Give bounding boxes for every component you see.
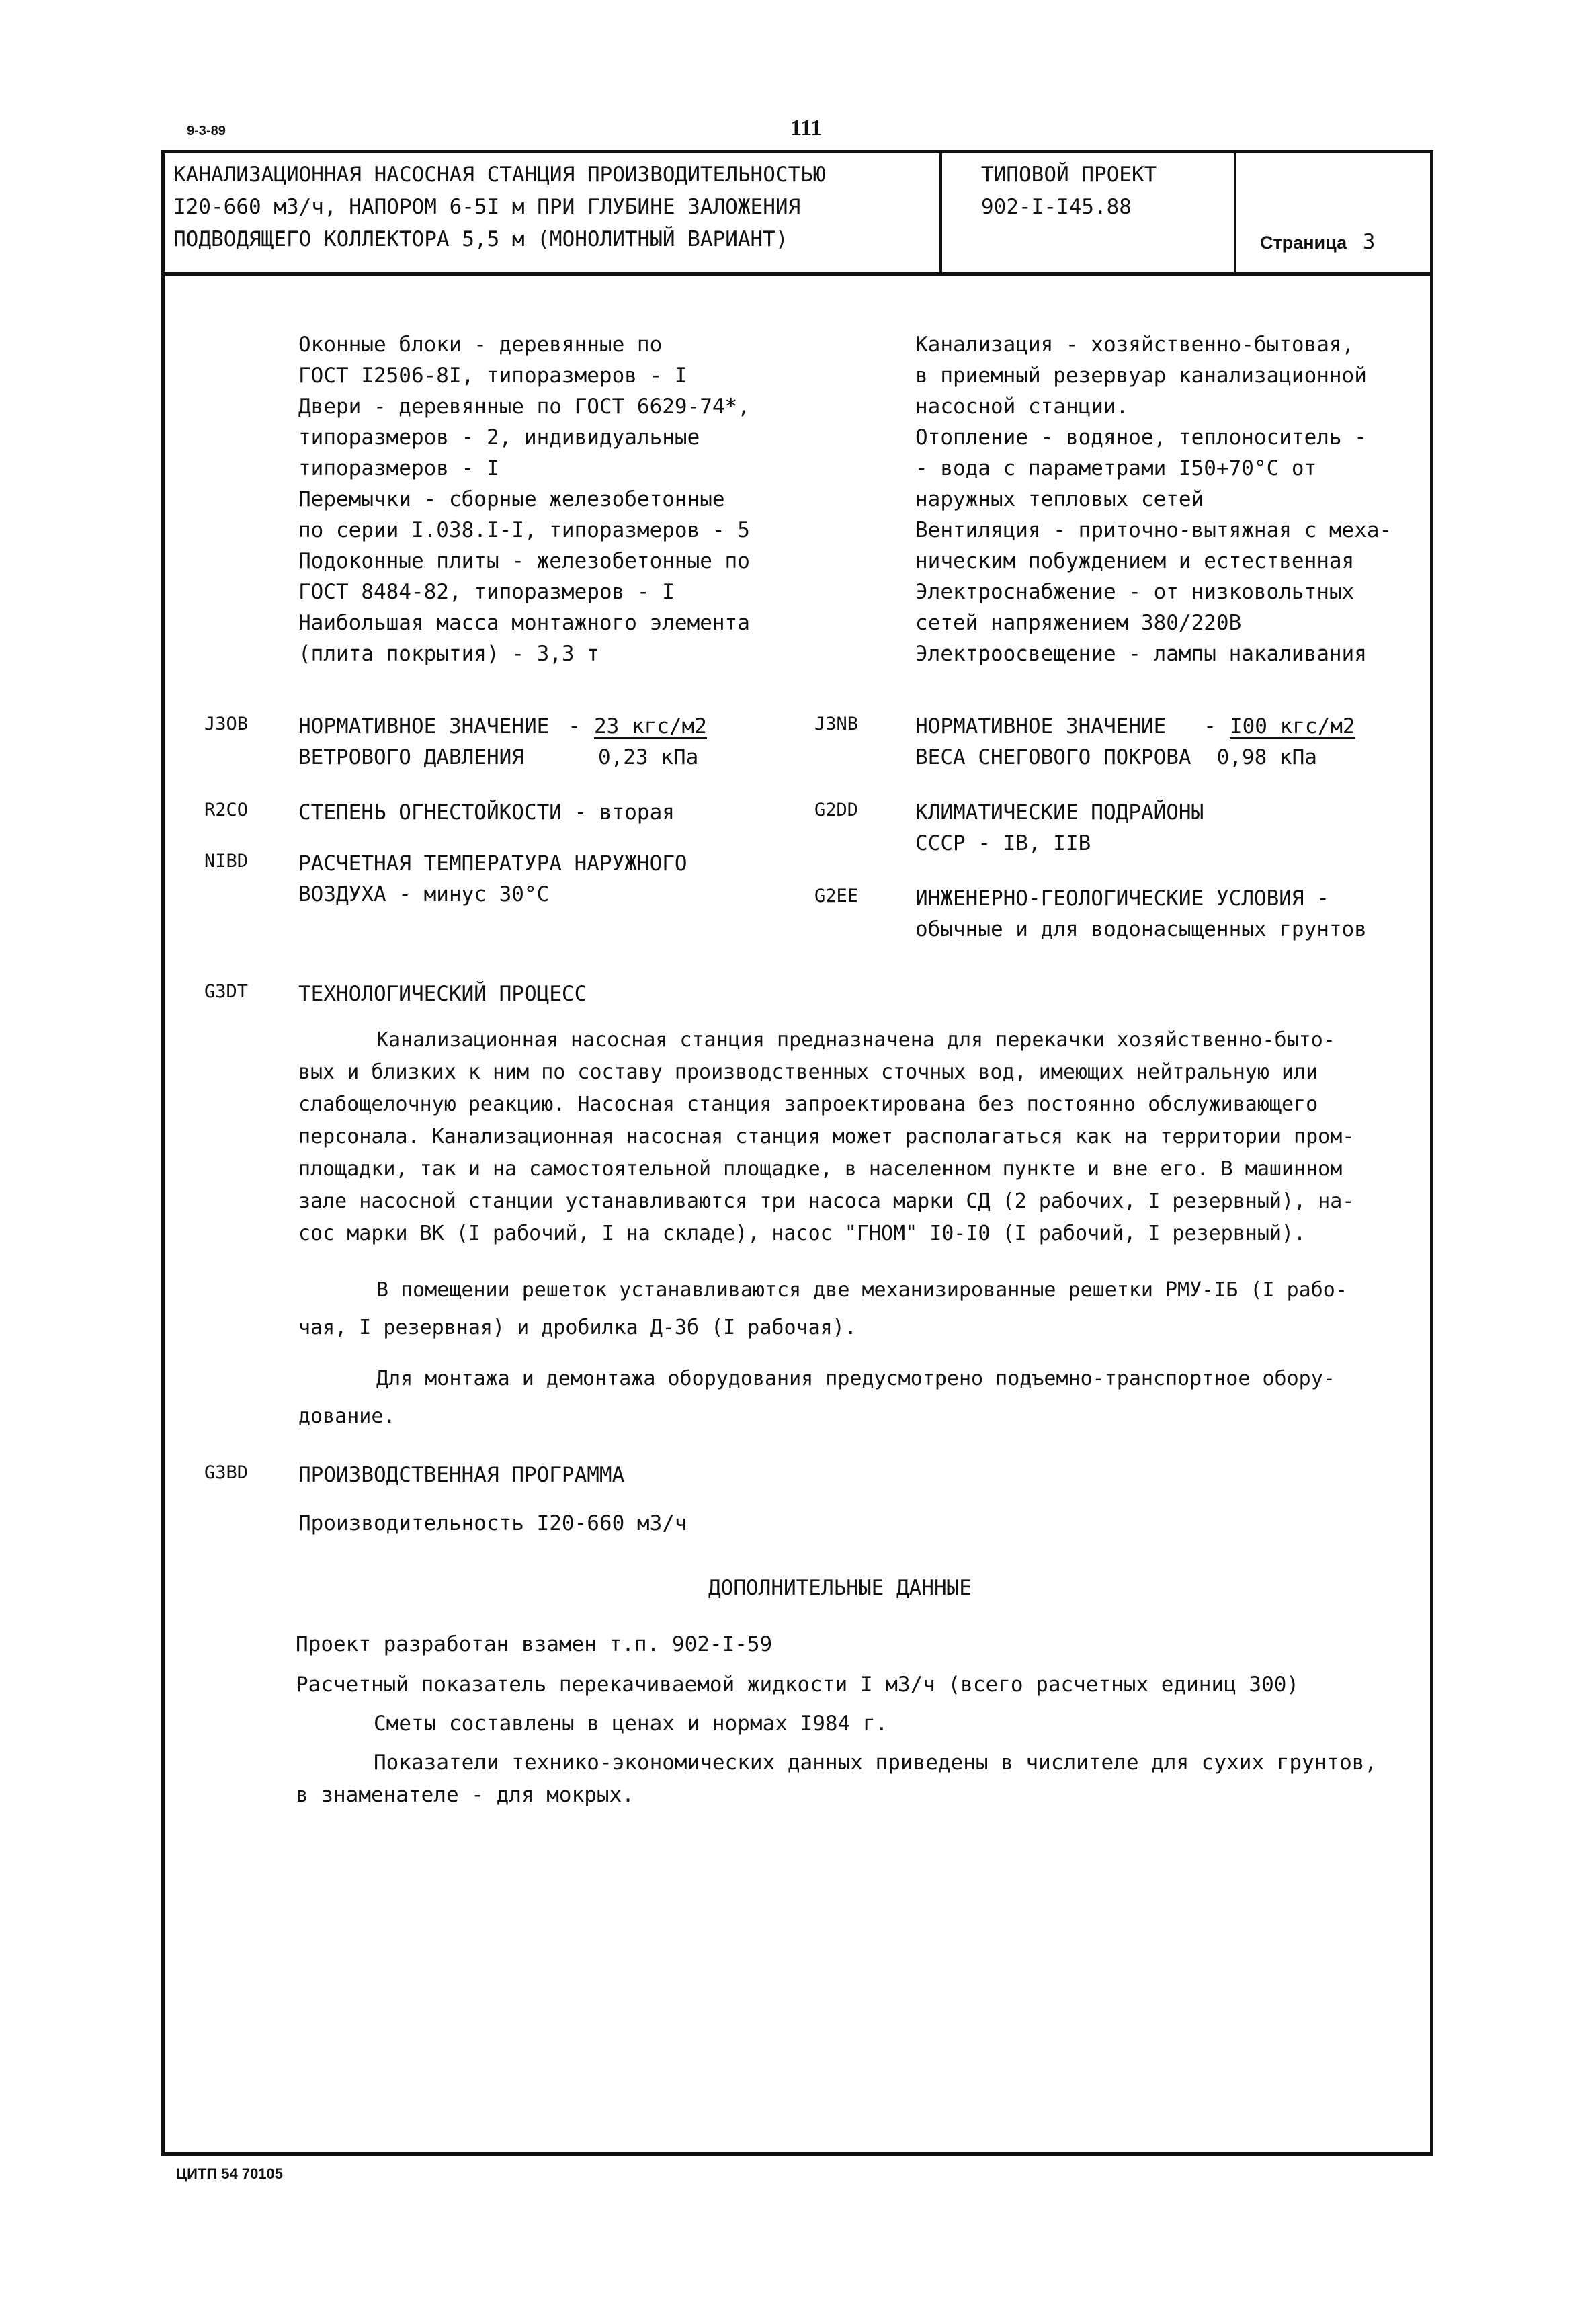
left-line: (плита покрытия) - 3,3 т bbox=[298, 642, 599, 666]
left-column-text bbox=[298, 329, 750, 669]
additional-heading: ДОПОЛНИТЕЛЬНЫЕ ДАННЫЕ bbox=[708, 1576, 972, 1600]
geology-line-1: ИНЖЕНЕРНО-ГЕОЛОГИЧЕСКИЕ УСЛОВИЯ - bbox=[915, 886, 1329, 911]
outdoor-temperature-param bbox=[298, 848, 687, 910]
left-line: Подоконные плиты - железобетонные по bbox=[298, 549, 750, 573]
right-line: ническим побуждением и естественная bbox=[915, 549, 1355, 573]
code-j3nb: J3NB bbox=[814, 714, 859, 735]
title-line-2: I20-660 м3/ч, НАПОРОМ 6-5I м ПРИ ГЛУБИНЕ ЗАЛОЖЕНИЯ bbox=[173, 195, 801, 219]
paragraph-line: вых и близких к ним по составу производственных сточных вод, имеющих нейтральную или bbox=[298, 1060, 1318, 1084]
paragraph-line: дование. bbox=[298, 1404, 396, 1428]
right-line: насосной станции. bbox=[915, 394, 1129, 419]
production-capacity: Производительность I20-660 м3/ч bbox=[298, 1511, 687, 1536]
title-block-bottom-rule bbox=[161, 272, 1433, 276]
project-id-block bbox=[981, 159, 1157, 223]
left-line: типоразмеров - 2, индивидуальные bbox=[298, 425, 700, 450]
paragraph-line: слабощелочную реакцию. Насосная станция запроектирована без постоянно обслуживающего bbox=[298, 1093, 1318, 1116]
left-line: Двери - деревянные по ГОСТ 6629-74*, bbox=[298, 394, 750, 419]
left-line: Оконные блоки - деревянные по bbox=[298, 333, 663, 357]
climate-line-2: СССР - IВ, IIВ bbox=[915, 831, 1091, 855]
title-line-1: КАНАЛИЗАЦИОННАЯ НАСОСНАЯ СТАНЦИЯ ПРОИЗВОДИТЕЛЬНОСТЬЮ bbox=[173, 163, 826, 187]
paragraph-line: площадки, так и на самостоятельной площадке, в населенном пункте и вне его. В машинном bbox=[298, 1157, 1343, 1181]
code-g3dt: G3DT bbox=[204, 981, 249, 1002]
top-page-number: 111 bbox=[790, 116, 823, 140]
tech-process-paragraph-3 bbox=[298, 1360, 1335, 1435]
page-label-text: Страница bbox=[1260, 233, 1347, 253]
additional-line-3: Сметы составлены в ценах и нормах I984 г. bbox=[374, 1712, 888, 1736]
top-left-code: 9-3-89 bbox=[187, 124, 226, 138]
right-line: Отопление - водяное, теплоноситель - bbox=[915, 425, 1367, 450]
wind-dash: - bbox=[568, 714, 581, 739]
right-line: в приемный резервуар канализационной bbox=[915, 364, 1367, 388]
left-line: ГОСТ I2506-8I, типоразмеров - I bbox=[298, 364, 687, 388]
left-line: типоразмеров - I bbox=[298, 456, 499, 480]
snow-value-kpa: 0,98 кПа bbox=[1216, 745, 1317, 769]
project-number: 902-I-I45.88 bbox=[981, 195, 1132, 219]
geology-conditions-param bbox=[915, 883, 1367, 945]
paragraph-line: Канализационная насосная станция предназначена для перекачки хозяйственно-быто- bbox=[376, 1028, 1335, 1052]
project-label: ТИПОВОЙ ПРОЕКТ bbox=[981, 163, 1157, 187]
right-line: сетей напряжением 380/220В bbox=[915, 611, 1242, 635]
page-value: 3 bbox=[1362, 230, 1376, 254]
paragraph-line: персонала. Канализационная насосная станция может располагаться как на территории пром- bbox=[298, 1125, 1355, 1148]
temperature-line-1: РАСЧЕТНАЯ ТЕМПЕРАТУРА НАРУЖНОГО bbox=[298, 851, 687, 876]
title-line-3: ПОДВОДЯЩЕГО КОЛЛЕКТОРА 5,5 м (МОНОЛИТНЫЙ ВАРИАНТ) bbox=[173, 227, 788, 251]
left-line: Наибольшая масса монтажного элемента bbox=[298, 611, 750, 635]
wind-label-2: ВЕТРОВОГО ДАВЛЕНИЯ bbox=[298, 745, 524, 769]
paragraph-line: В помещении решеток устанавливаются две механизированные решетки РМУ-IБ (I рабо- bbox=[376, 1278, 1347, 1302]
title-block-title bbox=[173, 159, 826, 255]
production-heading: ПРОИЗВОДСТВЕННАЯ ПРОГРАММА bbox=[298, 1463, 625, 1487]
page-label bbox=[1260, 230, 1375, 254]
code-g2dd: G2DD bbox=[814, 800, 859, 821]
left-line: ГОСТ 8484-82, типоразмеров - I bbox=[298, 580, 675, 604]
paragraph-line: зале насосной станции устанавливаются три насоса марки СД (2 рабочих, I резервный), на- bbox=[298, 1189, 1355, 1213]
code-g3bd: G3BD bbox=[204, 1462, 249, 1483]
right-column-text bbox=[915, 329, 1392, 669]
left-line: по серии I.038.I-I, типоразмеров - 5 bbox=[298, 518, 750, 542]
snow-dash: - bbox=[1204, 714, 1216, 739]
right-line: наружных тепловых сетей bbox=[915, 487, 1204, 511]
tech-process-paragraph-1 bbox=[298, 1024, 1354, 1250]
right-line: Вентиляция - приточно-вытяжная с меха- bbox=[915, 518, 1392, 542]
wind-value-kgs: 23 кгс/м2 bbox=[593, 714, 707, 739]
wind-value-kpa: 0,23 кПа bbox=[597, 745, 699, 769]
code-j30b: J3OB bbox=[204, 714, 249, 735]
right-line: Электроснабжение - от низковольтных bbox=[915, 580, 1355, 604]
tech-process-paragraph-2 bbox=[298, 1271, 1347, 1347]
wind-pressure-param bbox=[298, 711, 707, 773]
additional-line-4: Показатели технико-экономических данных приведены в числителе для сухих грунтов, bbox=[374, 1751, 1378, 1775]
right-line: Канализация - хозяйственно-бытовая, bbox=[915, 333, 1355, 357]
code-r2c0: R2CO bbox=[204, 800, 249, 821]
additional-line-1: Проект разработан взамен т.п. 902-I-59 bbox=[296, 1632, 773, 1656]
code-g2ee: G2EE bbox=[814, 886, 859, 907]
paragraph-line: чая, I резервная) и дробилка Д-3б (I рабочая). bbox=[298, 1316, 857, 1339]
left-line: Перемычки - сборные железобетонные bbox=[298, 487, 725, 511]
additional-line-2: Расчетный показатель перекачиваемой жидкости I м3/ч (всего расчетных единиц 300) bbox=[296, 1673, 1300, 1697]
tech-process-heading: ТЕХНОЛОГИЧЕСКИЙ ПРОЦЕСС bbox=[298, 982, 587, 1006]
geology-line-2: обычные и для водонасыщенных грунтов bbox=[915, 917, 1367, 941]
code-nibd: NIBD bbox=[204, 851, 249, 872]
snow-label-1: НОРМАТИВНОЕ ЗНАЧЕНИЕ bbox=[915, 714, 1167, 739]
paragraph-line: сос марки ВК (I рабочий, I на складе), насос "ГНОМ" I0-I0 (I рабочий, I резервный). bbox=[298, 1222, 1306, 1245]
additional-line-5: в знаменателе - для мокрых. bbox=[296, 1783, 634, 1807]
title-block-divider-2 bbox=[1234, 150, 1236, 274]
climate-line-1: КЛИМАТИЧЕСКИЕ ПОДРАЙОНЫ bbox=[915, 800, 1204, 825]
climate-subregions-param bbox=[915, 797, 1204, 859]
snow-label-2: ВЕСА СНЕГОВОГО ПОКРОВА bbox=[915, 745, 1191, 769]
footer-code: ЦИТП 54 70105 bbox=[176, 2165, 284, 2182]
paragraph-line: Для монтажа и демонтажа оборудования предусмотрено подъемно-транспортное обору- bbox=[376, 1367, 1335, 1390]
temperature-line-2: ВОЗДУХА - минус 30°С bbox=[298, 882, 550, 907]
snow-load-param bbox=[915, 711, 1355, 773]
snow-value-kgs: I00 кгс/м2 bbox=[1229, 714, 1355, 739]
right-line: Электроосвещение - лампы накаливания bbox=[915, 642, 1367, 666]
wind-label-1: НОРМАТИВНОЕ ЗНАЧЕНИЕ bbox=[298, 714, 550, 739]
title-block-divider-1 bbox=[939, 150, 942, 274]
right-line: - вода с параметрами I50+70°С от bbox=[915, 456, 1317, 480]
fire-resistance-param: СТЕПЕНЬ ОГНЕСТОЙКОСТИ - вторая bbox=[298, 800, 675, 825]
